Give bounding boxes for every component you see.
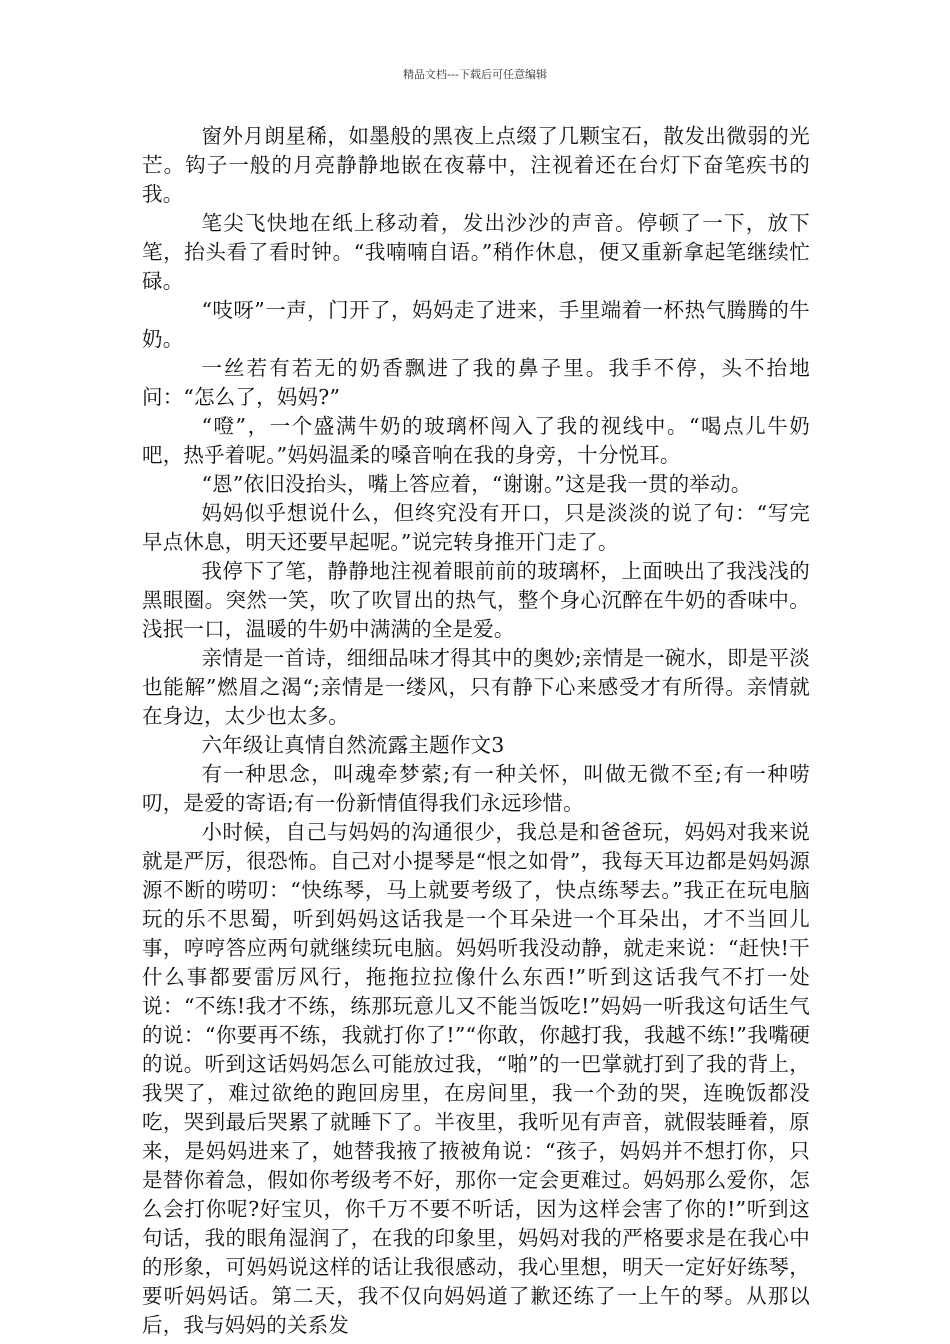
paragraph: “噔”，一个盛满牛奶的玻璃杯闯入了我的视线中。“喝点儿牛奶吧，热乎着呢。”妈妈温柔的嗓音响在我的身旁，十分悦耳。 <box>142 414 810 467</box>
section-title: 六年级让真情自然流露主题作文3 <box>201 733 505 757</box>
paragraph: 笔尖飞快地在纸上移动着，发出沙沙的声音。停顿了一下，放下笔，抬头看了看时钟。“我喃喃自语。”稍作休息，便又重新拿起笔继续忙碌。 <box>142 211 810 293</box>
paragraph: 妈妈似乎想说什么，但终究没有开口，只是淡淡的说了句：“写完早点休息，明天还要早起呢。”说完转身推开门走了。 <box>142 501 810 554</box>
page-header: 精品文档---下载后可任意编辑 <box>403 68 547 81</box>
paragraph: 小时候，自己与妈妈的沟通很少，我总是和爸爸玩，妈妈对我来说就是严厉，很恐怖。自己对小提琴是“恨之如骨”，我每天耳边都是妈妈源源不断的唠叨：“快练琴，马上就要考级了，快点练琴去。”我正在玩电脑玩的乐不思蜀，听到妈妈这话我是一个耳朵进一个耳朵出，才不当回儿事，哼哼答应两句就继续玩电脑。妈妈听我没动静，就走来说：“赶快!干什么事都要雷厉风行，拖拖拉拉像什么东西!”听到这话我气不打一处说：“不练!我才不练，练那玩意儿又不能当饭吃!”妈妈一听我这句话生气的说：“你要再不练，我就打你了!”“你敢，你越打我，我越不练!”我嘴硬的说。听到这话妈妈怎么可能放过我，“啪”的一巴掌就打到了我的背上，我哭了，难过欲绝的跑回房里，在房间里，我一个劲的哭，连晚饭都没吃，哭到最后哭累了就睡下了。半夜里，我听见有声音，就假装睡着，原来，是妈妈进来了，她替我掖了掖被角说：“孩子，妈妈并不想打你，只是替你着急，假如你考级考不好，那你一定会更难过。妈妈那么爱你，怎么会打你呢?好宝贝，你千万不要不听话，因为这样会害了你的!”听到这句话，我的眼角湿润了，在我的印象里，妈妈对我的严格要求是在我心中的形象，可妈妈说这样的话让我很感动，我心里想，明天一定好好练琴，要听妈妈话。第二天，我不仅向妈妈道了歉还练了一上午的琴。从那以后，我与妈妈的关系发 <box>142 820 810 1337</box>
paragraph: “吱呀”一声，门开了，妈妈走了进来，手里端着一杯热气腾腾的牛奶。 <box>142 298 810 351</box>
paragraph: 有一种思念，叫魂牵梦萦;有一种关怀，叫做无微不至;有一种唠叨，是爱的寄语;有一份新情值得我们永远珍惜。 <box>142 762 810 815</box>
paragraph: 亲情是一首诗，细细品味才得其中的奥妙;亲情是一碗水，即是平淡也能解”燃眉之渴“;亲情是一缕风，只有静下心来感受才有所得。亲情就在身边，太少也太多。 <box>142 646 810 728</box>
paragraph: 我停下了笔，静静地注视着眼前前的玻璃杯，上面映出了我浅浅的黑眼圈。突然一笑，吹了吹冒出的热气，整个身心沉醉在牛奶的香味中。浅抿一口，温暖的牛奶中满满的全是爱。 <box>142 559 810 641</box>
article-body <box>142 122 810 1340</box>
paragraph: “恩”依旧没抬头，嘴上答应着，“谢谢。”这是我一贯的举动。 <box>201 472 752 496</box>
paragraph: 窗外月朗星稀，如墨般的黑夜上点缀了几颗宝石，散发出微弱的光芒。钩子一般的月亮静静地嵌在夜幕中，注视着还在台灯下奋笔疾书的我。 <box>142 124 810 206</box>
paragraph: 一丝若有若无的奶香飘进了我的鼻子里。我手不停，头不抬地问：“怎么了，妈妈?” <box>142 356 810 409</box>
